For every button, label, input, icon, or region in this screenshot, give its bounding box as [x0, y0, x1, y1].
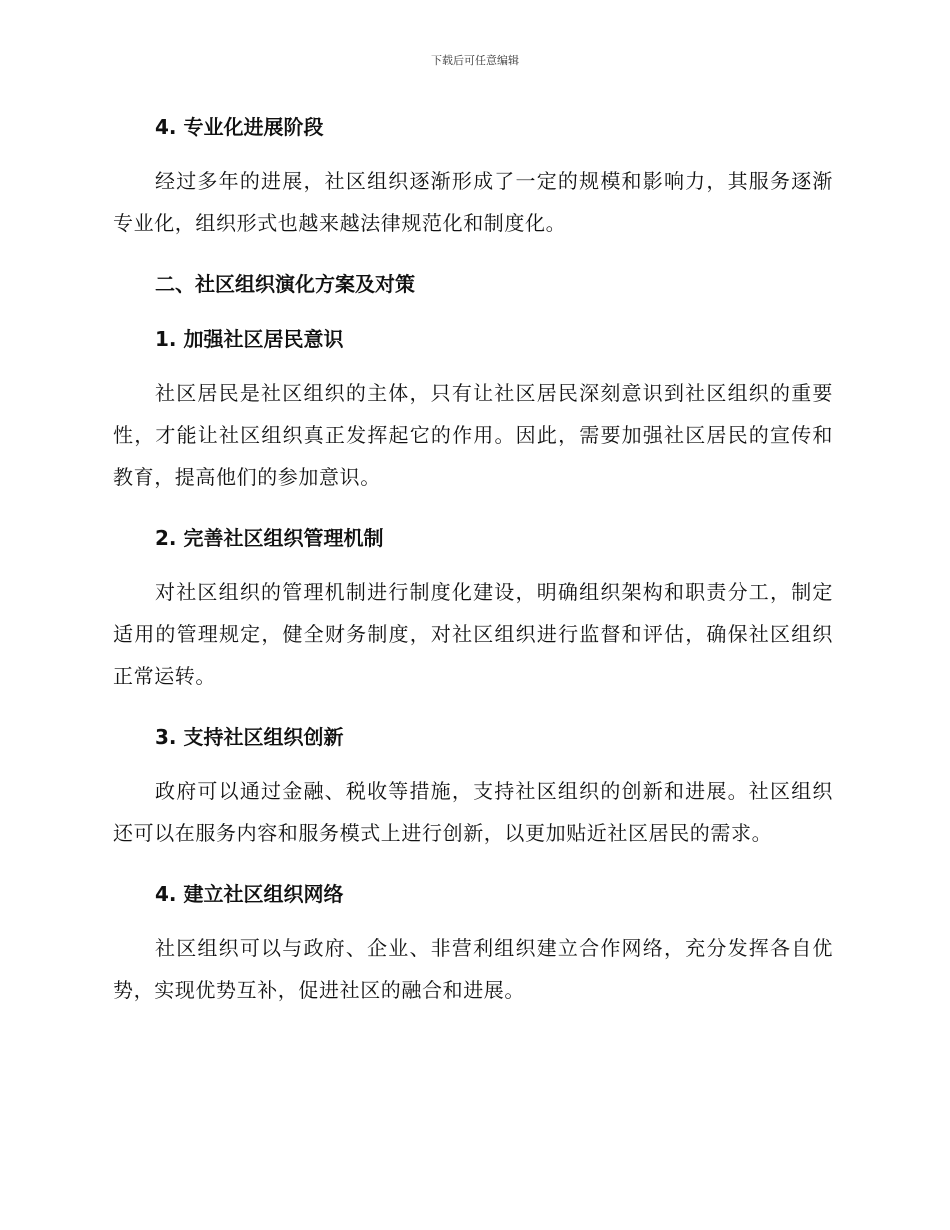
paragraph-resident-awareness: 社区居民是社区组织的主体，只有让社区居民深刻意识到社区组织的重要性，才能让社区组织真正发挥起它的作用。因此，需要加强社区居民的宣传和教育，提高他们的参加意识。 — [113, 381, 833, 489]
section-heading-professionalization: 4. 专业化进展阶段 — [155, 115, 324, 139]
document-body — [113, 112, 833, 1011]
chapter-heading-strategies: 二、社区组织演化方案及对策 — [155, 272, 415, 296]
section-heading-resident-awareness: 1. 加强社区居民意识 — [155, 327, 344, 351]
paragraph-innovation: 政府可以通过金融、税收等措施，支持社区组织的创新和进展。社区组织还可以在服务内容和服务模式上进行创新，以更加贴近社区居民的需求。 — [113, 779, 833, 845]
page-header: 下载后可任意编辑 — [431, 54, 519, 67]
section-heading-network: 4. 建立社区组织网络 — [155, 882, 344, 906]
paragraph-professionalization: 经过多年的进展，社区组织逐渐形成了一定的规模和影响力，其服务逐渐专业化，组织形式也越来越法律规范化和制度化。 — [113, 169, 833, 235]
paragraph-network: 社区组织可以与政府、企业、非营利组织建立合作网络，充分发挥各自优势，实现优势互补，促进社区的融合和进展。 — [113, 936, 833, 1002]
paragraph-management-mechanism: 对社区组织的管理机制进行制度化建设，明确组织架构和职责分工，制定适用的管理规定，健全财务制度，对社区组织进行监督和评估，确保社区组织正常运转。 — [113, 580, 833, 688]
section-heading-management-mechanism: 2. 完善社区组织管理机制 — [155, 526, 384, 550]
section-heading-innovation: 3. 支持社区组织创新 — [155, 725, 344, 749]
